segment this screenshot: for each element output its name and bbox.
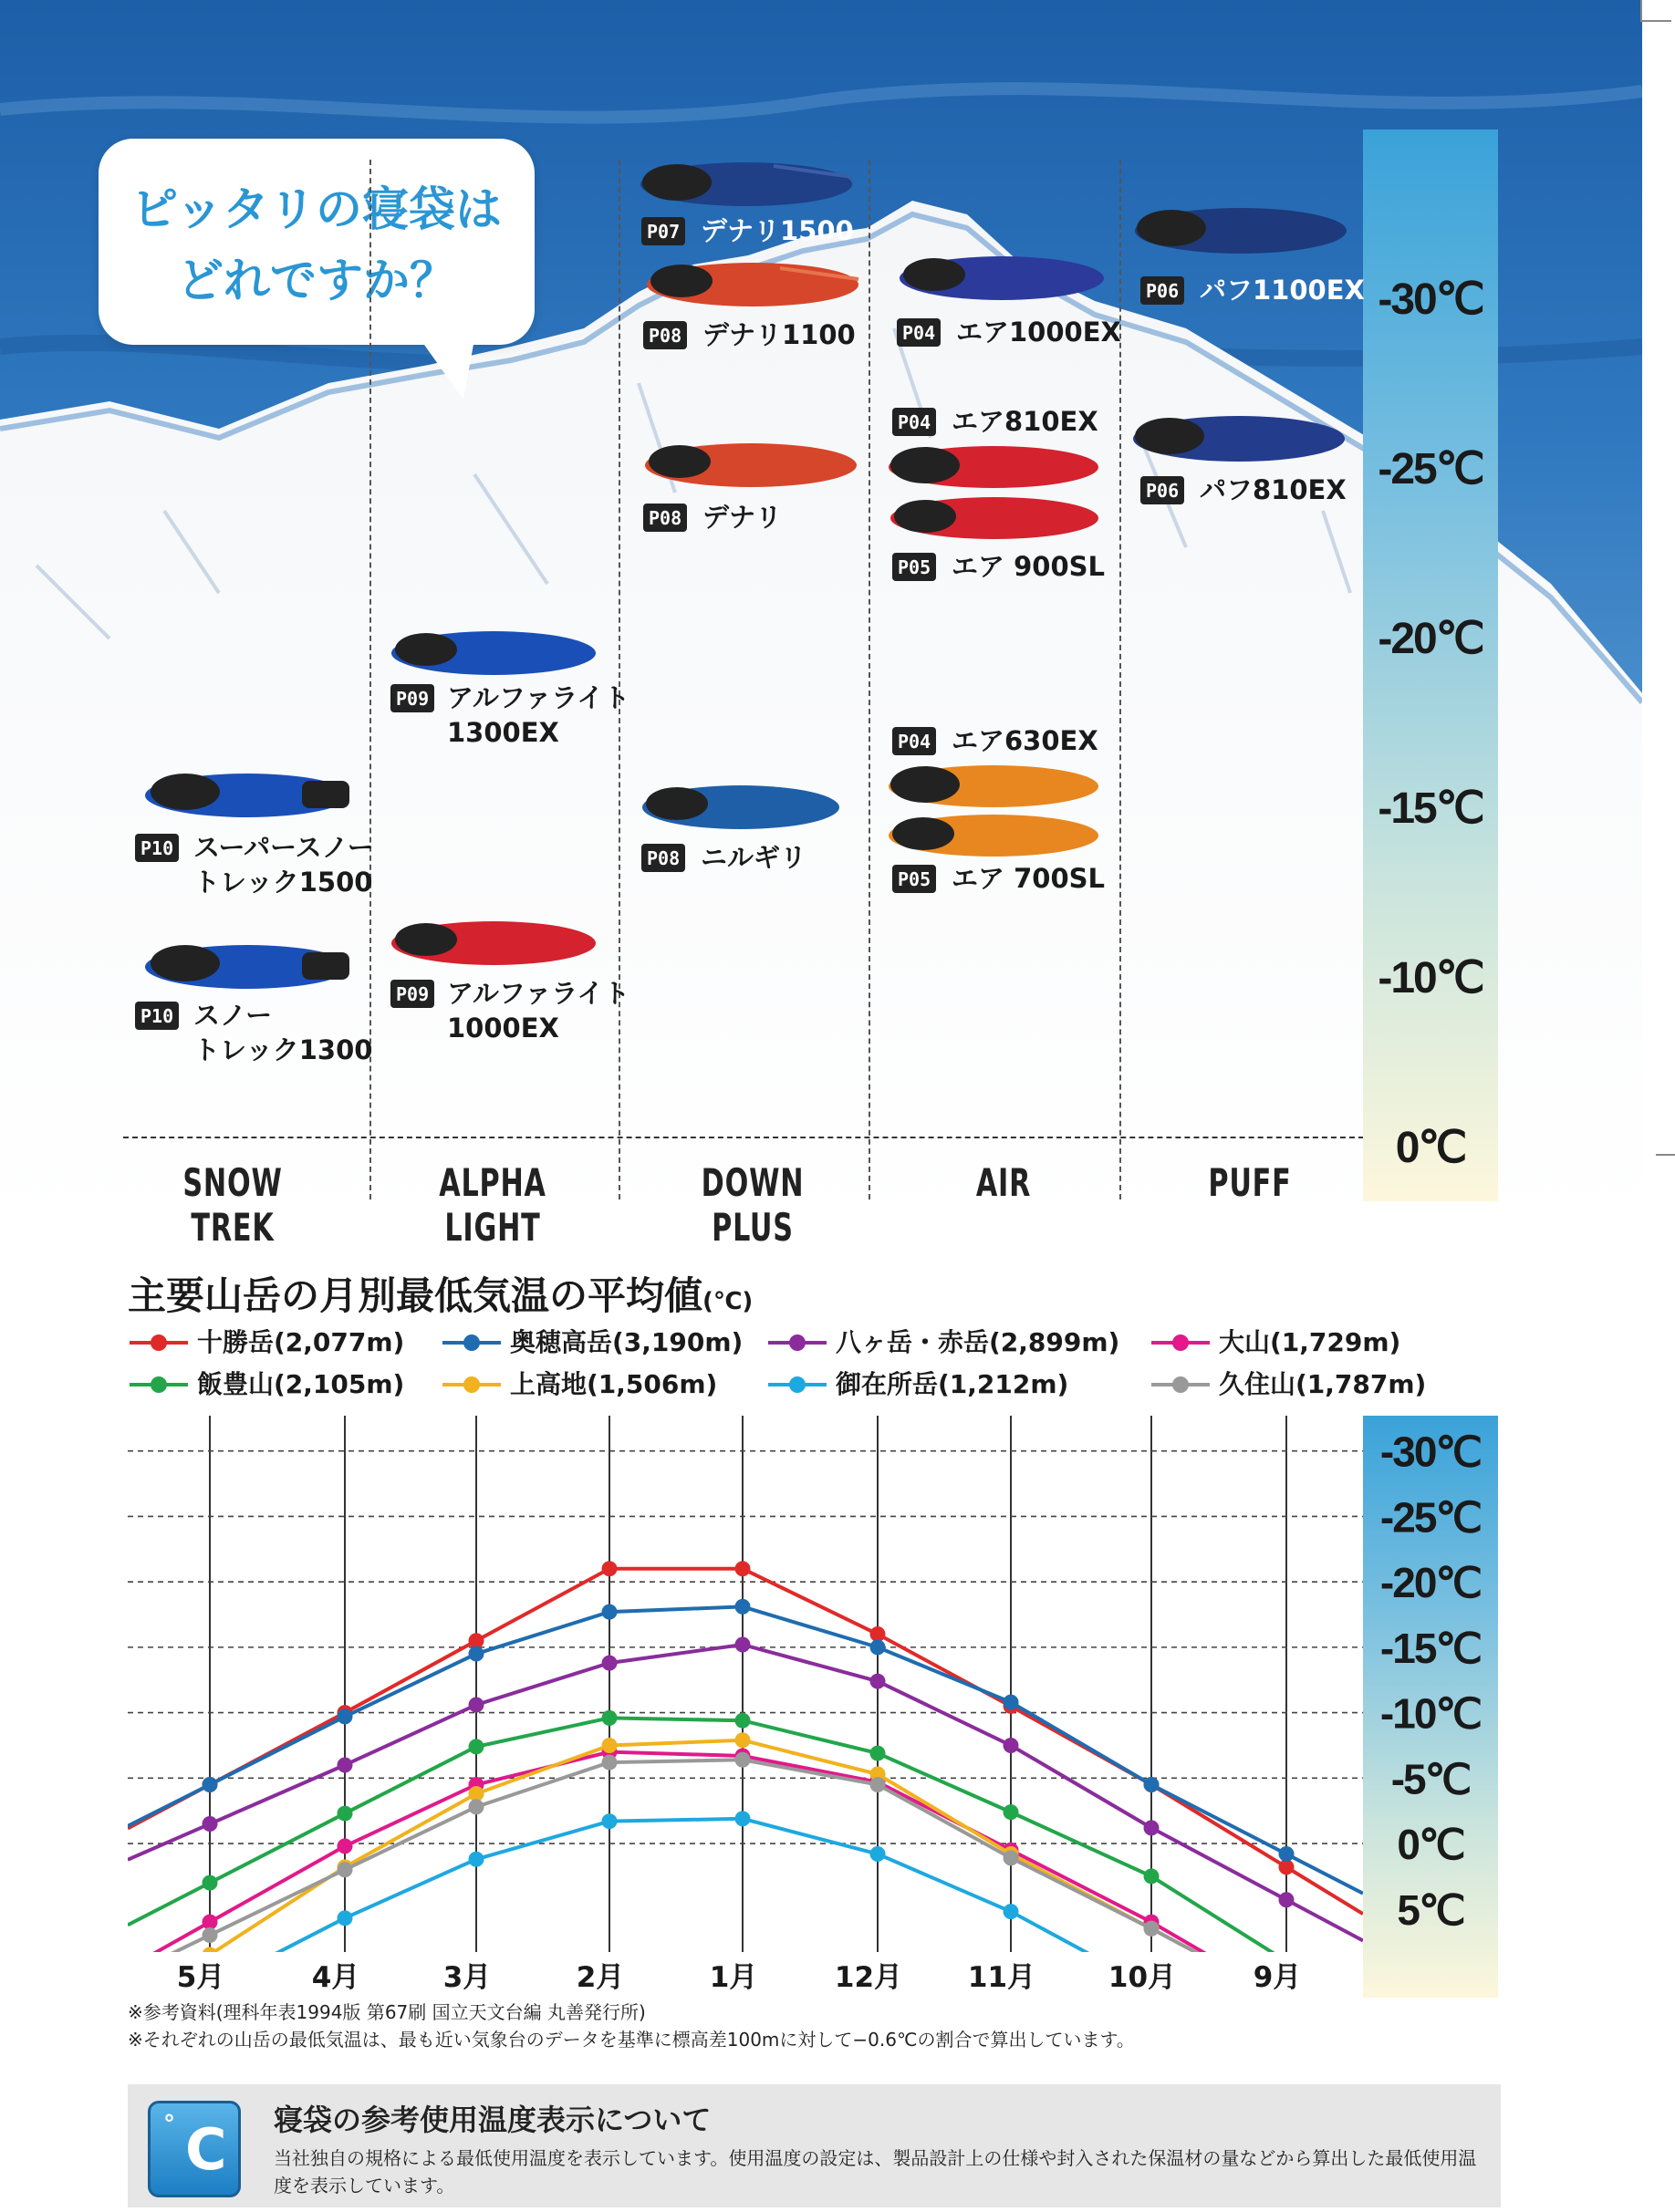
category-air: AIR [975, 1160, 1032, 1205]
legend-label: 十勝岳(2,077m) [197, 1327, 405, 1357]
data-point [602, 1755, 618, 1771]
y-tick-label: -25℃ [1379, 1493, 1482, 1542]
page-tag: P06 [1140, 276, 1184, 305]
data-point [469, 1739, 484, 1754]
celsius-letter: C [185, 2116, 227, 2183]
product-name: デナリ [702, 502, 783, 533]
legend-label: 奥穂高岳(3,190m) [510, 1327, 744, 1357]
data-point [338, 1862, 353, 1877]
data-point [338, 1806, 353, 1822]
product-name: パフ810EX [1200, 474, 1347, 505]
y-tick-label: 0℃ [1397, 1821, 1464, 1869]
product-name-line2: 1000EX [447, 1013, 559, 1044]
page-tag: P09 [390, 684, 434, 712]
data-point [338, 1838, 353, 1854]
data-point [338, 1708, 353, 1724]
question-line-2: どれですか？ [176, 254, 456, 308]
product-name-line2: トレック1500 [193, 867, 373, 898]
scale-label-minus15: -15℃ [1378, 784, 1483, 833]
page-tag: P08 [643, 504, 687, 532]
page-tag: P07 [641, 217, 685, 245]
category-alpha-light: ALPHA LIGHT [439, 1160, 546, 1250]
data-point [602, 1813, 618, 1829]
product-name: エア 900SL [952, 551, 1105, 582]
product-name: エア1000EX [956, 317, 1121, 348]
x-tick-label: 3月 [442, 1961, 492, 1994]
x-tick-label: 2月 [576, 1961, 625, 1994]
data-point [1004, 1738, 1019, 1753]
page-tag: P09 [390, 980, 434, 1008]
data-point [1279, 1993, 1295, 2009]
scale-label-minus30: -30℃ [1378, 275, 1483, 324]
scale-label-minus25: -25℃ [1378, 445, 1483, 493]
product-name-line1: スノー [193, 1000, 273, 1031]
x-tick-label: 4月 [311, 1961, 360, 1994]
x-tick-label: 11月 [967, 1961, 1036, 1994]
series-line [128, 1645, 1363, 1941]
data-point [1004, 1904, 1019, 1919]
data-point [1144, 1820, 1160, 1835]
product-name: パフ1100EX [1200, 275, 1365, 306]
data-point [203, 1777, 218, 1792]
data-point [203, 1947, 218, 1962]
legend-label: 久住山(1,787m) [1219, 1369, 1427, 1399]
data-point [870, 1746, 886, 1761]
page-tag: P04 [892, 727, 936, 755]
page-tag: P10 [135, 834, 179, 862]
data-point [870, 1674, 886, 1689]
scale-label-minus20: -20℃ [1378, 615, 1483, 663]
crop-tick [1656, 1154, 1675, 1156]
scale-label-zero: 0℃ [1395, 1124, 1466, 1172]
y-tick-label: -5℃ [1390, 1755, 1471, 1803]
data-point [469, 1799, 484, 1814]
data-point [1144, 1868, 1160, 1884]
data-point [338, 1910, 353, 1926]
category-snow-trek: SNOW TREK [182, 1160, 283, 1250]
page-tag: P08 [641, 844, 685, 872]
data-point [338, 1757, 353, 1772]
x-tick-label: 1月 [709, 1961, 758, 1994]
page-tag: P04 [897, 318, 941, 347]
y-tick-label: -10℃ [1379, 1689, 1482, 1738]
data-point [203, 1927, 218, 1943]
y-tick-label: -30℃ [1379, 1428, 1482, 1476]
scale-label-minus10: -10℃ [1378, 954, 1483, 1002]
data-point [735, 1811, 751, 1826]
data-point [1144, 1921, 1160, 1937]
legend-label: 上高地(1,506m) [510, 1369, 718, 1399]
data-point [1004, 1850, 1019, 1865]
data-point [870, 1639, 886, 1655]
product-name-line2: トレック1300 [193, 1034, 373, 1065]
data-point [203, 1816, 218, 1832]
data-point [602, 1738, 618, 1753]
product-name-line2: 1300EX [447, 717, 559, 748]
product-name-line1: アルファライト [447, 978, 630, 1009]
source-note: ※参考資料(理科年表1994版 第67刷 国立天文台編 丸善発行所) [128, 2001, 646, 2023]
data-point [469, 1852, 484, 1867]
data-point [735, 1599, 751, 1615]
y-tick-label: 5℃ [1397, 1885, 1464, 1934]
data-point [735, 1752, 751, 1768]
data-point [1279, 1993, 1295, 2009]
x-tick-label: 10月 [1108, 1961, 1177, 1994]
data-point [1279, 2019, 1295, 2034]
page-tag: P06 [1140, 476, 1184, 504]
data-point [1279, 1846, 1295, 1862]
data-point [1279, 1993, 1295, 2009]
data-point [602, 1710, 618, 1726]
x-tick-label: 9月 [1253, 1961, 1302, 1994]
x-tick-label: 5月 [176, 1961, 225, 1994]
category-down-plus: DOWN PLUS [701, 1160, 805, 1250]
product-name: エア630EX [952, 725, 1098, 756]
product-name-line1: アルファライト [447, 682, 630, 713]
product-name: エア 700SL [952, 863, 1105, 894]
page-tag: P08 [643, 321, 687, 349]
data-point [1144, 1777, 1160, 1792]
data-point [469, 1646, 484, 1662]
data-point [469, 1697, 484, 1712]
info-title: 寝袋の参考使用温度表示について [274, 2103, 712, 2137]
data-point [602, 1656, 618, 1671]
calculation-note: ※それぞれの山岳の最低気温は、最も近い気象台のデータを基準に標高差100mに対して−0.6℃の割合で算出しています。 [128, 2029, 1135, 2051]
legend-label: 大山(1,729m) [1219, 1327, 1401, 1357]
category-puff: PUFF [1208, 1160, 1292, 1205]
page-tag: P05 [892, 865, 936, 893]
data-point [203, 1875, 218, 1891]
data-point [602, 1561, 618, 1576]
data-point [1004, 1695, 1019, 1710]
degree-symbol: ° [163, 2111, 175, 2138]
page-tag: P10 [135, 1002, 179, 1030]
page-tag: P05 [892, 553, 936, 581]
data-point [602, 1604, 618, 1620]
chart-title-text: 主要山岳の月別最低気温の平均値 [128, 1273, 703, 1318]
data-point [735, 1637, 751, 1653]
product-name: デナリ1100 [702, 319, 856, 350]
legend-label: 飯豊山(2,105m) [197, 1369, 405, 1399]
info-body: 当社独自の規格による最低使用温度を表示しています。使用温度の設定は、製品設計上の仕様や封入された保温材の量などから算出した最低使用温度を表示しています。 [274, 2147, 1477, 2196]
product-name: エア810EX [952, 406, 1098, 437]
data-point [735, 1732, 751, 1748]
data-point [870, 1777, 886, 1792]
legend-label: 御在所岳(1,212m) [836, 1369, 1069, 1399]
crop-mark [1640, 0, 1671, 22]
question-line-1: ピッタリの寝袋は [131, 183, 502, 237]
data-point [1279, 1892, 1295, 1907]
data-point [735, 1713, 751, 1729]
product-name: ニルギリ [701, 842, 807, 873]
data-point [735, 1561, 751, 1576]
x-tick-label: 12月 [834, 1961, 903, 1994]
legend-label: 八ヶ岳・赤岳(2,899m) [836, 1327, 1120, 1357]
data-point [870, 1846, 886, 1862]
y-tick-label: -15℃ [1379, 1624, 1482, 1672]
product-name: デナリ1500 [701, 215, 854, 246]
product-name-line1: スーパースノー [193, 832, 374, 863]
y-tick-label: -20℃ [1379, 1559, 1482, 1607]
chart-title-unit: (℃) [702, 1288, 754, 1315]
info-box [128, 2084, 1501, 2207]
data-point [1004, 1804, 1019, 1820]
celsius-icon [148, 2101, 241, 2197]
page-tag: P04 [892, 408, 936, 436]
